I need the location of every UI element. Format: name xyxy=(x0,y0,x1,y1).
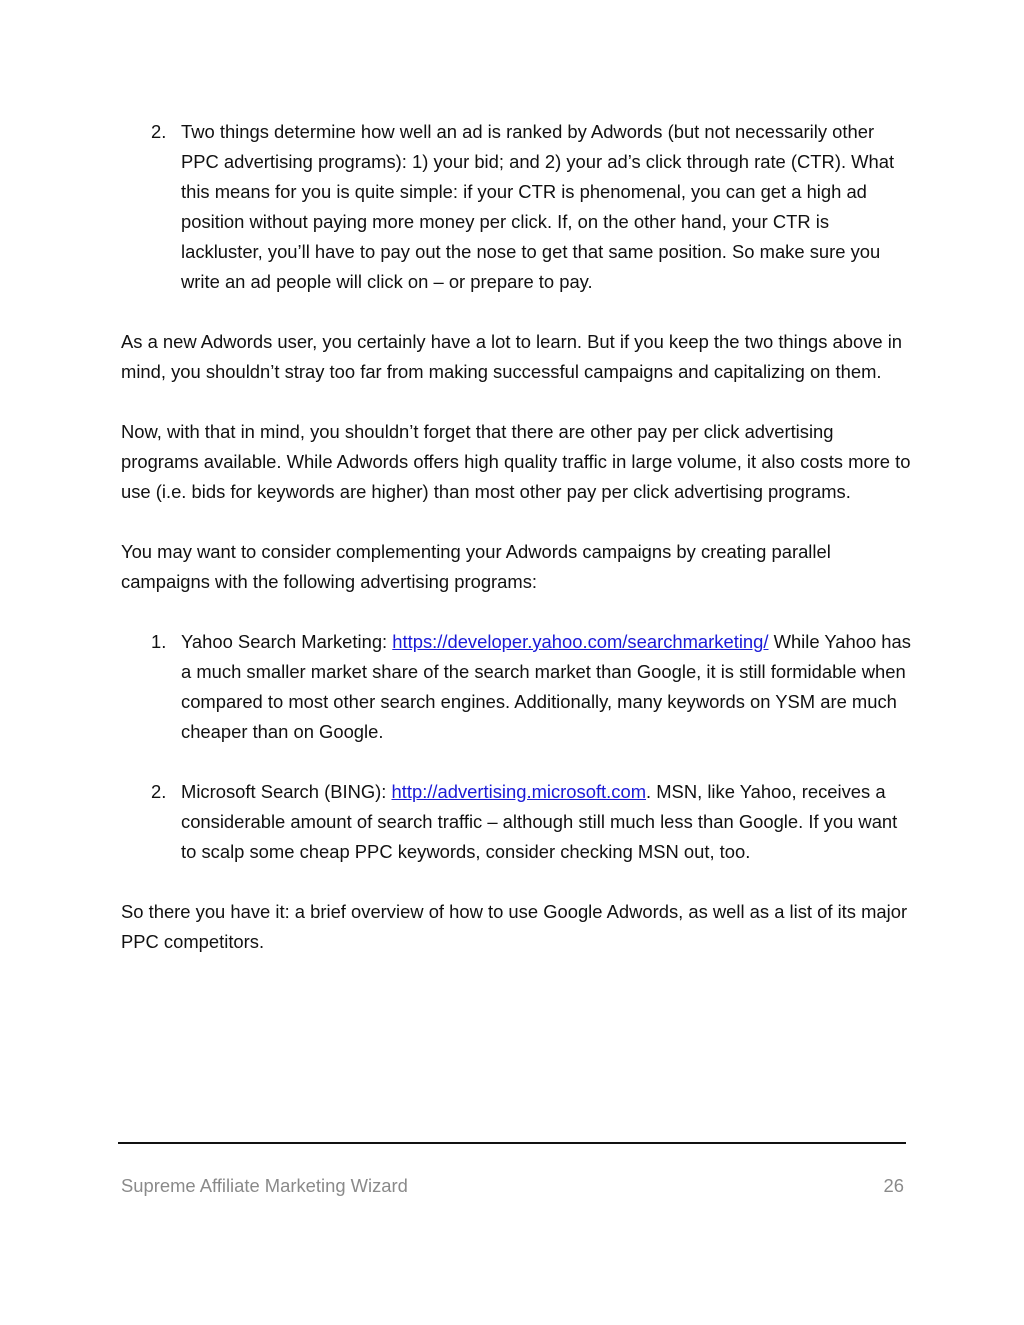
footer-divider xyxy=(118,1142,906,1144)
paragraph-other-programs: Now, with that in mind, you shouldn’t forget that there are other pay per click advertising programs available. While Adwords offers high quality traffic in large volume, it also costs more to use (i.e. bids for keywords are higher) than most other pay per click advertising programs. xyxy=(121,421,911,502)
yahoo-link[interactable]: https://developer.yahoo.com/searchmarketing/ xyxy=(392,631,769,652)
spacer xyxy=(121,387,911,417)
list-item-bing xyxy=(121,777,911,867)
footer-title: Supreme Affiliate Marketing Wizard xyxy=(121,1175,408,1196)
list-text: Two things determine how well an ad is ranked by Adwords (but not necessarily other PPC advertising programs): 1) your bid; and 2) your ad’s click through rate (CTR). What this means for you is quite simple: if your CTR is phenomenal, you can get a high ad position without paying more money per click. If, on the other hand, your CTR is lackluster, you’ll have to pay out the nose to get that same position. So make sure you write an ad people will click on – or prepare to pay. xyxy=(181,121,895,292)
paragraph-closing: So there you have it: a brief overview of how to use Google Adwords, as well as a list of its major PPC competitors. xyxy=(121,901,908,952)
list-item-ctr xyxy=(121,117,911,297)
page-number: 26 xyxy=(883,1175,904,1196)
spacer xyxy=(121,297,911,327)
list-number: 2. xyxy=(151,781,167,802)
spacer xyxy=(121,597,911,627)
list-text xyxy=(181,627,911,747)
list-number: 2. xyxy=(151,121,167,142)
spacer xyxy=(121,507,911,537)
paragraph-new-user: As a new Adwords user, you certainly have a lot to learn. But if you keep the two things above in mind, you shouldn’t stray too far from making successful campaigns and capitalizing on them. xyxy=(121,331,903,382)
list-number: 1. xyxy=(151,631,167,652)
paragraph-complement: You may want to consider complementing your Adwords campaigns by creating parallel campaigns with the following advertising programs: xyxy=(121,541,831,592)
list-text xyxy=(181,777,911,867)
list-item-yahoo xyxy=(121,627,911,747)
program-description: While Yahoo has a much smaller market share of the search market than Google, it is still formidable when compared to most other search engines. Additionally, many keywords on YSM are much cheaper than on Google. xyxy=(181,631,911,742)
spacer xyxy=(121,867,911,897)
program-name: Yahoo Search Marketing: xyxy=(181,631,393,652)
program-description: . MSN, like Yahoo, receives a considerable amount of search traffic – although still much less than Google. If you want to scalp some cheap PPC keywords, consider checking MSN out, too. xyxy=(181,781,898,862)
program-name: Microsoft Search (BING): xyxy=(181,781,392,802)
page-content xyxy=(121,117,911,957)
microsoft-link[interactable]: http://advertising.microsoft.com xyxy=(391,781,647,802)
spacer xyxy=(121,747,911,777)
